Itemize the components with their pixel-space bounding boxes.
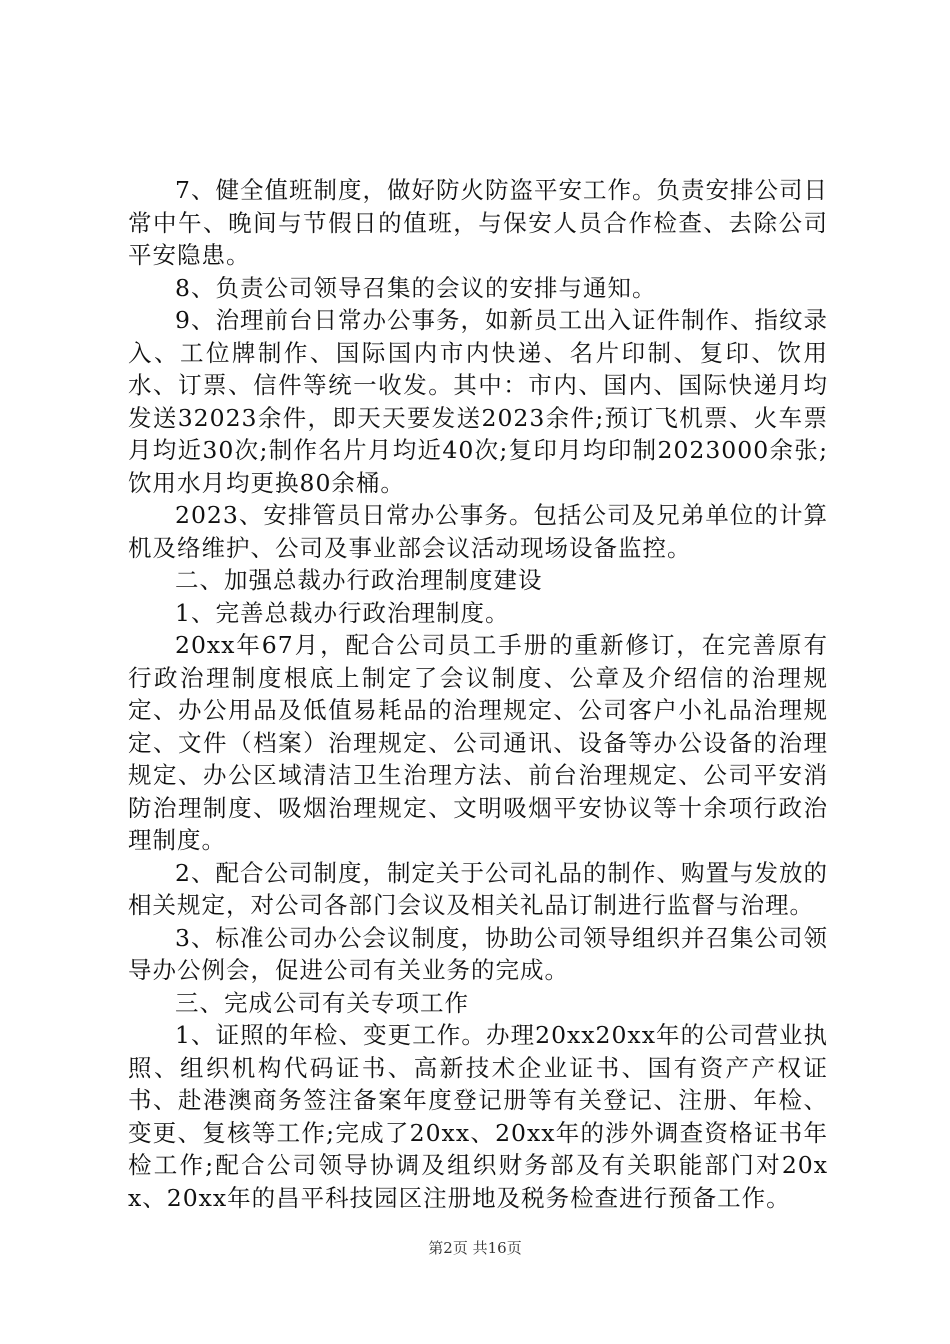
paragraph-item-9-front-desk-affairs: 9、治理前台日常办公事务，如新员工出入证件制作、指纹录入、工位牌制作、国际国内市内快递、名片印制、复印、饮用水、订票、信件等统一收发。其中：市内、国内、国际快递月均发送32023余件，即天天要发送2023余件;预订飞机票、火车票月均近30次;制作名片月均近40次;复印月均印制2023000余张;饮用水月均更换80余桶。 (128, 306, 828, 497)
document-body (128, 174, 828, 1214)
section-heading-three: 三、完成公司有关专项工作 (175, 988, 469, 1017)
page-number-footer: 第2页 共16页 (428, 1239, 522, 1257)
paragraph-item-2023-network-affairs: 2023、安排管员日常办公事务。包括公司及兄弟单位的计算机及络维护、公司及事业部会议活动现场设备监控。 (128, 501, 828, 562)
paragraph-system-revision: 20xx年67月，配合公司员工手册的重新修订，在完善原有行政治理制度根底上制定了会议制度、公章及介绍信的治理规定、办公用品及低值易耗品的治理规定、公司客户小礼品治理规定、文件（档案）治理规定、公司通讯、设备等办公设备的治理规定、办公区域清洁卫生治理方法、前台治理规定、公司平安消防治理制度、吸烟治理规定、文明吸烟平安协议等十余项行政治理制度。 (128, 631, 828, 854)
paragraph-item-7-duty-system: 7、健全值班制度，做好防火防盗平安工作。负责安排公司日常中午、晚间与节假日的值班，与保安人员合作检查、去除公司平安隐患。 (128, 176, 828, 269)
section-heading-two: 二、加强总裁办行政治理制度建设 (175, 566, 543, 594)
paragraph-sub-1-improve-system: 1、完善总裁办行政治理制度。 (175, 598, 510, 627)
paragraph-sub-2-gift-rules: 2、配合公司制度，制定关于公司礼品的制作、购置与发放的相关规定，对公司各部门会议及相关礼品订制进行监督与治理。 (128, 858, 828, 919)
paragraph-sub-3-office-meeting: 3、标准公司办公会议制度，协助公司领导组织并召集公司领导办公例会，促进公司有关业务的完成。 (128, 923, 828, 984)
paragraph-sub-1-license-inspection: 1、证照的年检、变更工作。办理20xx20xx年的公司营业执照、组织机构代码证书、高新技术企业证书、国有资产产权证书、赴港澳商务签注备案年度登记册等有关登记、注册、年检、变更、复核等工作;完成了20xx、20xx年的涉外调查资格证书年检工作;配合公司领导协调及组织财务部及有关职能部门对20xx、20xx年的昌平科技园区注册地及税务检查进行预备工作。 (128, 1021, 828, 1212)
paragraph-item-8-meeting-arrangement: 8、负责公司领导召集的会议的安排与通知。 (175, 273, 657, 302)
